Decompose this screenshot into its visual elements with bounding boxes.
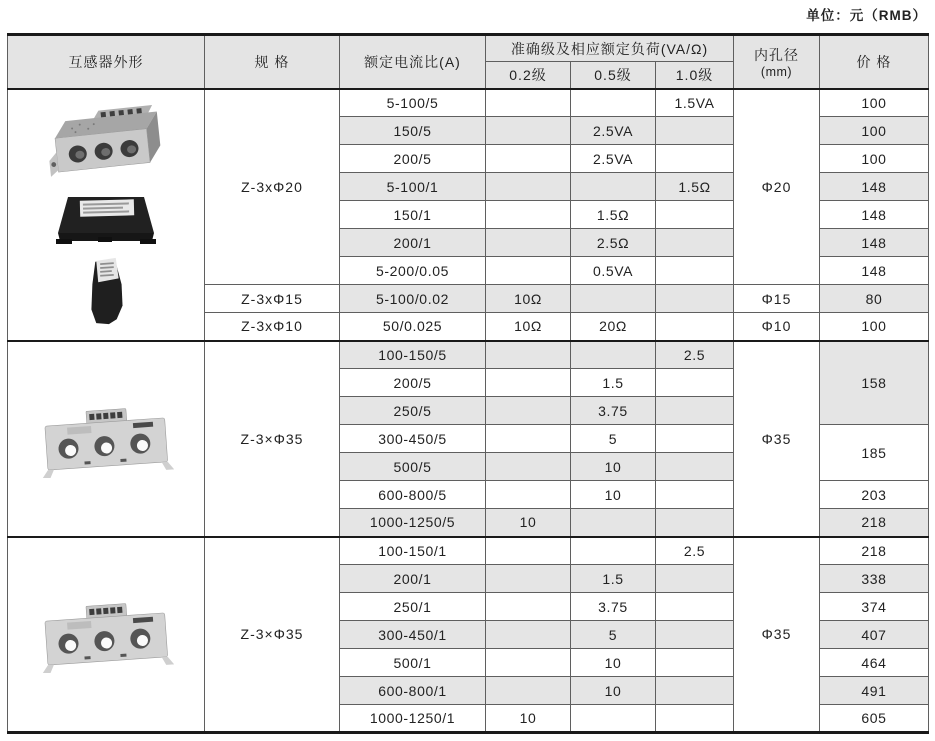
current-ratio-cell: 1000-1250/1	[340, 705, 486, 733]
accuracy-class-1-cell: 0.5VA	[571, 257, 656, 285]
accuracy-class-1-cell	[571, 285, 656, 313]
accuracy-class-0-cell	[486, 677, 571, 705]
accuracy-class-1-cell	[571, 509, 656, 537]
header-bore-line1: 内孔径	[754, 46, 799, 63]
current-ratio-cell: 100-150/1	[340, 537, 486, 565]
accuracy-class-1-cell	[571, 537, 656, 565]
accuracy-class-2-cell	[656, 397, 734, 425]
accuracy-class-0-cell	[486, 397, 571, 425]
current-ratio-cell: 250/1	[340, 593, 486, 621]
price-cell: 100	[820, 313, 929, 341]
price-cell: 148	[820, 257, 929, 285]
table-row	[8, 341, 929, 369]
accuracy-class-1-cell: 20Ω	[571, 313, 656, 341]
current-ratio-cell: 1000-1250/5	[340, 509, 486, 537]
price-cell: 185	[820, 425, 929, 481]
accuracy-class-2-cell	[656, 117, 734, 145]
header-ratio: 额定电流比(A)	[340, 35, 486, 89]
three-hole-ct-angled-photo	[8, 103, 204, 187]
accuracy-class-2-cell: 2.5	[656, 341, 734, 369]
accuracy-class-2-cell	[656, 425, 734, 453]
current-ratio-cell: 150/1	[340, 201, 486, 229]
accuracy-class-2-cell	[656, 509, 734, 537]
price-cell: 218	[820, 537, 929, 565]
accuracy-class-2-cell	[656, 481, 734, 509]
current-ratio-cell: 250/5	[340, 397, 486, 425]
accuracy-class-1-cell: 5	[571, 621, 656, 649]
accuracy-class-0-cell: 10	[486, 509, 571, 537]
accuracy-class-1-cell: 10	[571, 453, 656, 481]
header-price: 价 格	[820, 35, 929, 89]
accuracy-class-2-cell: 1.5Ω	[656, 173, 734, 201]
accuracy-class-1-cell: 3.75	[571, 593, 656, 621]
spec-cell: Z-3×Φ35	[205, 537, 340, 733]
price-cell: 218	[820, 509, 929, 537]
product-photo-cell	[8, 89, 205, 341]
header-accuracy-group: 准确级及相应额定负荷(VA/Ω)	[486, 35, 734, 62]
accuracy-class-0-cell	[486, 537, 571, 565]
accuracy-class-1-cell: 1.5	[571, 369, 656, 397]
product-photo-cell	[8, 341, 205, 537]
accuracy-class-1-cell: 2.5VA	[571, 117, 656, 145]
current-ratio-cell: 5-100/5	[340, 89, 486, 117]
accuracy-class-1-cell: 1.5Ω	[571, 201, 656, 229]
price-cell: 148	[820, 173, 929, 201]
price-cell: 203	[820, 481, 929, 509]
accuracy-class-0-cell: 10Ω	[486, 313, 571, 341]
current-ratio-cell: 5-100/1	[340, 173, 486, 201]
accuracy-class-0-cell: 10	[486, 705, 571, 733]
three-hole-ct-front-photo	[8, 400, 204, 478]
accuracy-class-0-cell	[486, 565, 571, 593]
current-ratio-cell: 200/5	[340, 145, 486, 173]
accuracy-class-1-cell: 2.5VA	[571, 145, 656, 173]
header-bore	[734, 35, 820, 89]
accuracy-class-0-cell	[486, 621, 571, 649]
header-accuracy-0-5: 0.5级	[571, 62, 656, 89]
unit-note: 单位：元（RMB）	[806, 8, 927, 23]
current-ratio-cell: 300-450/5	[340, 425, 486, 453]
table-header	[8, 35, 929, 89]
ct-price-table	[7, 33, 929, 734]
accuracy-class-2-cell	[656, 593, 734, 621]
accuracy-class-2-cell	[656, 621, 734, 649]
accuracy-class-0-cell: 10Ω	[486, 285, 571, 313]
spec-cell: Z-3×Φ35	[205, 341, 340, 537]
accuracy-class-1-cell	[571, 705, 656, 733]
accuracy-class-0-cell	[486, 481, 571, 509]
accuracy-class-0-cell	[486, 341, 571, 369]
accuracy-class-1-cell: 10	[571, 677, 656, 705]
accuracy-class-0-cell	[486, 201, 571, 229]
accuracy-class-2-cell	[656, 201, 734, 229]
three-hole-ct-front-photo	[8, 595, 204, 673]
current-ratio-cell: 500/1	[340, 649, 486, 677]
bore-diameter-cell: Φ20	[734, 89, 820, 285]
accuracy-class-0-cell	[486, 257, 571, 285]
black-ct-box-photo	[8, 191, 204, 251]
spec-cell: Z-3xΦ10	[205, 313, 340, 341]
accuracy-class-2-cell	[656, 369, 734, 397]
accuracy-class-0-cell	[486, 173, 571, 201]
price-cell: 100	[820, 89, 929, 117]
price-cell: 464	[820, 649, 929, 677]
bore-diameter-cell: Φ15	[734, 285, 820, 313]
accuracy-class-2-cell	[656, 285, 734, 313]
current-ratio-cell: 500/5	[340, 453, 486, 481]
accuracy-class-2-cell	[656, 565, 734, 593]
current-ratio-cell: 100-150/5	[340, 341, 486, 369]
accuracy-class-0-cell	[486, 117, 571, 145]
accuracy-class-1-cell: 5	[571, 425, 656, 453]
price-cell: 407	[820, 621, 929, 649]
spec-cell: Z-3xΦ20	[205, 89, 340, 285]
product-photo-cell	[8, 537, 205, 733]
price-cell: 338	[820, 565, 929, 593]
accuracy-class-0-cell	[486, 229, 571, 257]
table-row	[8, 89, 929, 117]
accuracy-class-1-cell	[571, 341, 656, 369]
price-cell: 491	[820, 677, 929, 705]
accuracy-class-1-cell	[571, 89, 656, 117]
price-cell: 148	[820, 229, 929, 257]
accuracy-class-1-cell: 2.5Ω	[571, 229, 656, 257]
accuracy-class-1-cell	[571, 173, 656, 201]
accuracy-class-2-cell	[656, 145, 734, 173]
accuracy-class-1-cell: 10	[571, 481, 656, 509]
header-appearance: 互感器外形	[8, 35, 205, 89]
accuracy-class-2-cell	[656, 649, 734, 677]
price-cell: 148	[820, 201, 929, 229]
current-ratio-cell: 150/5	[340, 117, 486, 145]
accuracy-class-2-cell: 1.5VA	[656, 89, 734, 117]
price-cell: 80	[820, 285, 929, 313]
accuracy-class-0-cell	[486, 425, 571, 453]
accuracy-class-2-cell	[656, 229, 734, 257]
accuracy-class-2-cell: 2.5	[656, 537, 734, 565]
current-ratio-cell: 200/1	[340, 565, 486, 593]
table-body	[8, 89, 929, 733]
accuracy-class-2-cell	[656, 453, 734, 481]
accuracy-class-2-cell	[656, 677, 734, 705]
bore-diameter-cell: Φ10	[734, 313, 820, 341]
spec-cell: Z-3xΦ15	[205, 285, 340, 313]
current-ratio-cell: 50/0.025	[340, 313, 486, 341]
current-ratio-cell: 300-450/1	[340, 621, 486, 649]
header-spec: 规 格	[205, 35, 340, 89]
accuracy-class-0-cell	[486, 593, 571, 621]
current-ratio-cell: 600-800/5	[340, 481, 486, 509]
accuracy-class-1-cell: 3.75	[571, 397, 656, 425]
accuracy-class-1-cell: 1.5	[571, 565, 656, 593]
accuracy-class-0-cell	[486, 453, 571, 481]
price-cell: 100	[820, 117, 929, 145]
current-ratio-cell: 200/5	[340, 369, 486, 397]
current-ratio-cell: 200/1	[340, 229, 486, 257]
price-cell: 100	[820, 145, 929, 173]
table-row	[8, 537, 929, 565]
header-accuracy-1-0: 1.0级	[656, 62, 734, 89]
current-ratio-cell: 5-200/0.05	[340, 257, 486, 285]
current-ratio-cell: 5-100/0.02	[340, 285, 486, 313]
bore-diameter-cell: Φ35	[734, 537, 820, 733]
header-accuracy-0-2: 0.2级	[486, 62, 571, 89]
current-ratio-cell: 600-800/1	[340, 677, 486, 705]
accuracy-class-0-cell	[486, 89, 571, 117]
price-cell: 605	[820, 705, 929, 733]
accuracy-class-0-cell	[486, 649, 571, 677]
accuracy-class-2-cell	[656, 257, 734, 285]
price-cell: 374	[820, 593, 929, 621]
accuracy-class-2-cell	[656, 705, 734, 733]
accuracy-class-2-cell	[656, 313, 734, 341]
accuracy-class-1-cell: 10	[571, 649, 656, 677]
price-cell: 158	[820, 341, 929, 425]
header-bore-line2: (mm)	[760, 64, 793, 79]
bore-diameter-cell: Φ35	[734, 341, 820, 537]
accuracy-class-0-cell	[486, 369, 571, 397]
accuracy-class-0-cell	[486, 145, 571, 173]
black-ct-cylinder-photo	[8, 255, 204, 327]
